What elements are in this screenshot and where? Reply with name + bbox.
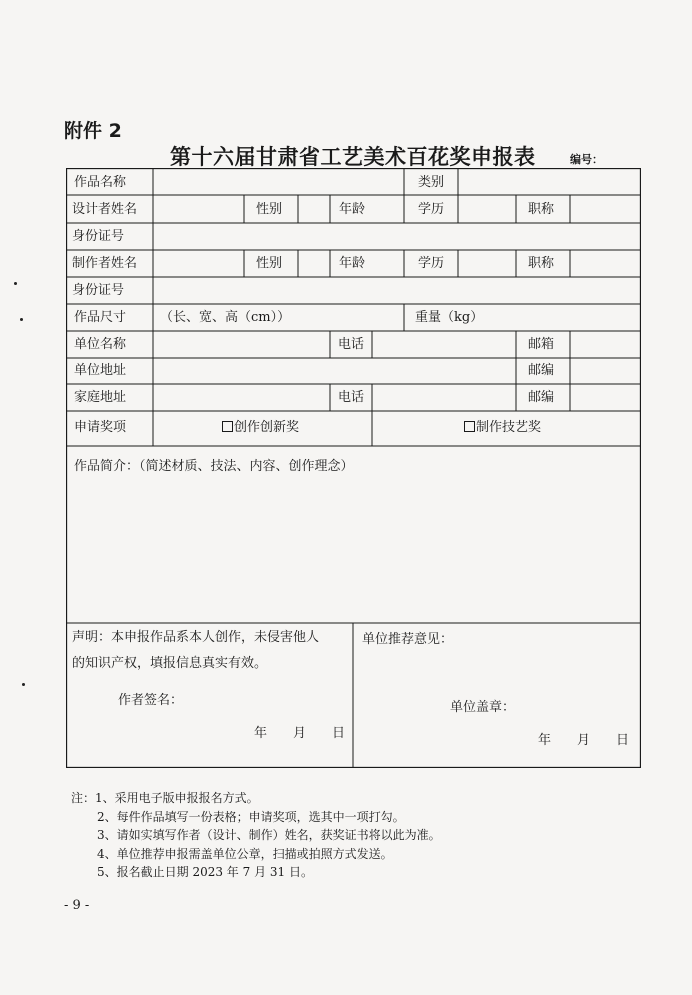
label-designer-education: 学历	[418, 202, 445, 217]
creative-award-checkbox[interactable]	[222, 421, 233, 432]
author-signature-label: 作者签名：	[118, 693, 184, 708]
scan-speck-2	[20, 318, 23, 321]
label-maker-name: 制作者姓名	[72, 256, 138, 271]
creative-award-label: 创作创新奖	[234, 420, 300, 435]
label-work-size: 作品尺寸	[74, 310, 127, 325]
label-maker-title: 职称	[528, 256, 555, 271]
label-maker-gender: 性别	[256, 256, 283, 271]
work-intro-label: 作品简介：（简述材质、技法、内容、创作理念）	[74, 459, 354, 474]
application-table	[66, 168, 641, 768]
craft-award-label: 制作技艺奖	[476, 420, 542, 435]
label-email: 邮箱	[528, 337, 555, 352]
label-designer-age: 年龄	[339, 202, 366, 217]
declaration-text	[72, 628, 319, 674]
scan-speck-3	[22, 683, 25, 686]
label-home-phone: 电话	[338, 390, 365, 405]
label-home-postcode: 邮编	[528, 390, 555, 405]
label-org-address: 单位地址	[74, 363, 127, 378]
label-work-name: 作品名称	[74, 175, 127, 190]
note-1: 注：1、采用电子版申报报名方式。	[71, 791, 259, 805]
note-5: 5、报名截止日期 2023 年 7 月 31 日。	[97, 865, 313, 879]
form-title: 第十六届甘肃省工艺美术百花奖申报表	[170, 144, 536, 169]
org-recommendation-label: 单位推荐意见：	[362, 632, 454, 647]
org-seal-label: 单位盖章：	[450, 700, 516, 715]
notes-section	[71, 789, 441, 882]
award-option-craft[interactable]	[464, 421, 541, 434]
org-date: 年 月 日	[538, 733, 630, 748]
label-weight: 重量（kg）	[415, 310, 484, 325]
label-designer-id: 身份证号	[72, 229, 125, 244]
note-2: 2、每件作品填写一份表格；申请奖项，选其中一项打勾。	[97, 809, 405, 824]
serial-number-label: 编号：	[570, 153, 603, 166]
label-org-postcode: 邮编	[528, 363, 555, 378]
declaration-line-1: 声明：本申报作品系本人创作，未侵害他人	[72, 630, 320, 645]
label-home-address: 家庭地址	[74, 390, 127, 405]
declaration-line-2: 的知识产权，填报信息真实有效。	[72, 656, 268, 671]
label-org-name: 单位名称	[74, 337, 127, 352]
page-number: - 9 -	[64, 898, 90, 913]
label-designer-title: 职称	[528, 202, 555, 217]
label-award-item: 申请奖项	[74, 420, 127, 435]
size-hint: （长、宽、高（cm））	[160, 310, 291, 325]
label-category: 类别	[418, 175, 445, 190]
scan-speck-1	[14, 282, 17, 285]
label-org-phone: 电话	[338, 337, 365, 352]
note-4: 4、单位推荐申报需盖单位公章，扫描或拍照方式发送。	[97, 846, 393, 861]
label-maker-id: 身份证号	[72, 283, 125, 298]
label-designer-gender: 性别	[256, 202, 283, 217]
award-option-creative[interactable]	[222, 421, 299, 434]
note-3: 3、请如实填写作者（设计、制作）姓名，获奖证书将以此为准。	[97, 828, 441, 842]
label-maker-age: 年龄	[339, 256, 366, 271]
author-date: 年 月 日	[254, 726, 346, 741]
label-maker-education: 学历	[418, 256, 445, 271]
attachment-label: 附件 2	[64, 120, 122, 142]
craft-award-checkbox[interactable]	[464, 421, 475, 432]
label-designer-name: 设计者姓名	[72, 202, 138, 217]
